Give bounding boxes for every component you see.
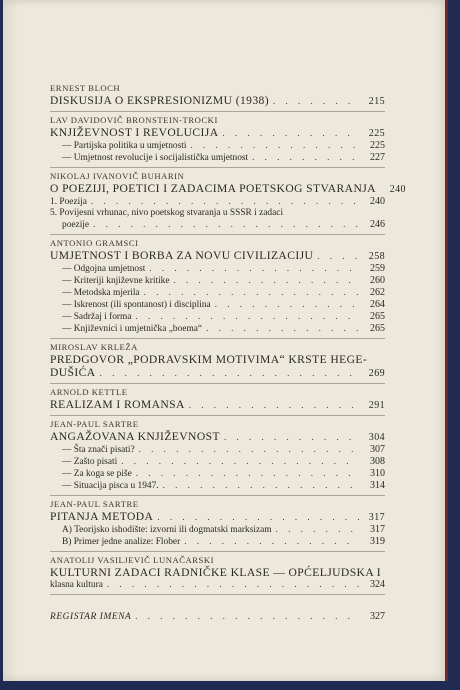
toc-index-entry bbox=[50, 611, 385, 623]
subentry-title: 5. Povijesni vrhunac, nivo poetskog stvaranja u SSSR i zadaci bbox=[50, 208, 284, 218]
section-divider bbox=[50, 383, 385, 384]
subentry-title: — Za koga se piše bbox=[62, 469, 132, 479]
dot-leader bbox=[174, 275, 359, 286]
page-number: 240 bbox=[389, 184, 406, 195]
subentry-title: B) Primer jedne analize: Flober bbox=[62, 537, 181, 547]
toc-subentry bbox=[50, 456, 385, 468]
section-author: LAV DAVIDOVIČ BRONSTEIN-TROCKI bbox=[50, 115, 218, 125]
toc-section bbox=[50, 83, 385, 108]
subentry-title: — Sadržaj i forma bbox=[62, 312, 132, 322]
section-divider bbox=[50, 167, 385, 168]
dot-leader bbox=[206, 323, 359, 334]
page-number: 258 bbox=[368, 251, 385, 262]
subentry-title: — Šta znači pisati? bbox=[62, 445, 135, 455]
subentry-title: A) Teorijsko ishodište: izvorni ili dogmatski marksizam bbox=[62, 525, 272, 535]
toc-entry bbox=[50, 579, 385, 591]
page-number: 225 bbox=[368, 128, 385, 139]
dot-leader bbox=[317, 250, 359, 263]
entry-title: DISKUSIJA O EKSPRESIONIZMU (1938) bbox=[50, 94, 269, 107]
toc-section bbox=[50, 238, 385, 335]
subentry-title: — Metodska mjerila bbox=[62, 288, 140, 298]
toc-subentry bbox=[50, 152, 385, 164]
entry-title: UMJETNOST I BORBA ZA NOVU CIVILIZACIJU bbox=[50, 249, 314, 262]
toc-entry bbox=[50, 510, 385, 524]
page-number: 264 bbox=[370, 299, 385, 310]
toc-subentry bbox=[50, 524, 385, 536]
index-title: REGISTAR IMENA bbox=[50, 612, 132, 622]
dot-leader bbox=[149, 263, 359, 274]
page-number: 314 bbox=[370, 480, 385, 491]
page-number: 269 bbox=[368, 368, 385, 379]
dot-leader bbox=[144, 287, 359, 298]
toc-subentry bbox=[50, 536, 385, 548]
toc-section bbox=[50, 419, 385, 492]
dot-leader bbox=[136, 311, 359, 322]
page-number: 327 bbox=[370, 611, 385, 622]
section-divider bbox=[50, 594, 385, 595]
table-of-contents bbox=[50, 80, 406, 623]
page-number: 262 bbox=[370, 287, 385, 298]
toc-subentry bbox=[50, 208, 385, 219]
entry-title: PREDGOVOR „PODRAVSKIM MOTIVIMA“ KRSTE HEGE- bbox=[50, 353, 368, 366]
dot-leader bbox=[163, 480, 359, 491]
toc-section bbox=[50, 499, 385, 548]
entry-title: ANGAŽOVANA KNJIŽEVNOST bbox=[50, 430, 220, 443]
dot-leader bbox=[222, 127, 359, 140]
dot-leader bbox=[136, 468, 359, 479]
section-author: ANATOLIJ VASILJEVIČ LUNAČARSKI bbox=[50, 555, 215, 565]
subentry-title: — Iskrenost (ili spontanost) i disciplina bbox=[62, 300, 211, 310]
section-divider bbox=[50, 111, 385, 112]
section-divider bbox=[50, 415, 385, 416]
entry-title: O POEZIJI, POETICI I ZADACIMA POETSKOG STVARANJA bbox=[50, 182, 376, 195]
page-number: 260 bbox=[370, 275, 385, 286]
dot-leader bbox=[135, 611, 359, 622]
dot-leader bbox=[215, 299, 359, 310]
section-divider bbox=[50, 495, 385, 496]
section-divider bbox=[50, 338, 385, 339]
toc-subentry bbox=[50, 140, 385, 152]
dot-leader bbox=[139, 444, 359, 455]
subentry-title: — Partijska politika u umjetnosti bbox=[62, 141, 187, 151]
page-number: 308 bbox=[370, 456, 385, 467]
toc-subentry bbox=[50, 480, 385, 492]
page-number: 307 bbox=[370, 444, 385, 455]
dot-leader bbox=[276, 524, 359, 535]
dot-leader bbox=[93, 219, 359, 230]
page-number: 324 bbox=[370, 579, 385, 590]
toc-section bbox=[50, 387, 385, 412]
page-edge bbox=[445, 0, 448, 681]
page-number: 240 bbox=[370, 196, 385, 207]
toc-subentry bbox=[50, 468, 385, 480]
toc-entry bbox=[50, 366, 385, 380]
toc-section bbox=[50, 171, 406, 231]
toc-subentry bbox=[50, 275, 385, 287]
dot-leader bbox=[189, 399, 359, 412]
page-number: 310 bbox=[370, 468, 385, 479]
dot-leader bbox=[91, 196, 359, 207]
subentry-title: — Umjetnost revolucije i socijalistička umjetnost bbox=[62, 153, 249, 163]
entry-title: KULTURNI ZADACI RADNIČKE KLASE — OPĆELJUDSKA I bbox=[50, 566, 382, 579]
page-number: 246 bbox=[370, 219, 385, 230]
page-number: 319 bbox=[370, 536, 385, 547]
subentry-title: poezije bbox=[62, 220, 90, 230]
page-number: 265 bbox=[370, 323, 385, 334]
subentry-title: — Književnici i umjetnička „boema“ bbox=[62, 324, 203, 334]
section-author: ANTONIO GRAMSCI bbox=[50, 238, 139, 248]
toc-entry-line bbox=[50, 566, 385, 579]
spacer bbox=[50, 597, 385, 611]
section-author: ERNEST BLOCH bbox=[50, 83, 121, 93]
dot-leader bbox=[252, 152, 359, 163]
toc-entry bbox=[50, 94, 385, 108]
subentry-title: — Odgojna umjetnost bbox=[62, 264, 146, 274]
section-divider bbox=[50, 551, 385, 552]
toc-subentry bbox=[50, 219, 385, 231]
toc-entry bbox=[50, 182, 406, 196]
toc-subentry bbox=[50, 196, 385, 208]
dot-leader bbox=[157, 511, 359, 524]
section-author: MIROSLAV KRLEŽA bbox=[50, 342, 138, 352]
toc-entry bbox=[50, 126, 385, 140]
page-number: 225 bbox=[370, 140, 385, 151]
toc-subentry bbox=[50, 263, 385, 275]
toc-subentry bbox=[50, 287, 385, 299]
dot-leader bbox=[184, 536, 359, 547]
dot-leader bbox=[107, 579, 359, 590]
dot-leader bbox=[224, 431, 359, 444]
page-number: 265 bbox=[370, 311, 385, 322]
entry-title: REALIZAM I ROMANSA bbox=[50, 398, 185, 411]
page-number: 317 bbox=[368, 512, 385, 523]
toc-entry bbox=[50, 249, 385, 263]
toc-section bbox=[50, 115, 385, 164]
entry-title: DUŠIĆA bbox=[50, 366, 96, 379]
toc-subentry bbox=[50, 444, 385, 456]
subentry-title: 1. Poezija bbox=[50, 197, 87, 207]
dot-leader bbox=[121, 456, 359, 467]
subentry-title: — Situacija pisca u 1947. bbox=[62, 481, 159, 491]
section-divider bbox=[50, 234, 385, 235]
toc-subentry bbox=[50, 323, 385, 335]
page-number: 291 bbox=[368, 400, 385, 411]
section-author: JEAN-PAUL SARTRE bbox=[50, 499, 139, 509]
toc-subentry bbox=[50, 299, 385, 311]
page-number: 215 bbox=[368, 96, 385, 107]
section-author: NIKOLAJ IVANOVIČ BUHARIN bbox=[50, 171, 185, 181]
entry-title: PITANJA METODA bbox=[50, 510, 154, 523]
section-author: JEAN-PAUL SARTRE bbox=[50, 419, 139, 429]
dot-leader bbox=[190, 140, 359, 151]
page-number: 317 bbox=[370, 524, 385, 535]
toc-entry bbox=[50, 430, 385, 444]
entry-title: klasna kultura bbox=[50, 580, 103, 590]
book-page bbox=[3, 0, 448, 681]
toc-entry-line bbox=[50, 353, 385, 366]
page-number: 304 bbox=[368, 432, 385, 443]
toc-section bbox=[50, 342, 385, 380]
toc-section bbox=[50, 555, 385, 591]
toc-subentry bbox=[50, 311, 385, 323]
page-number: 227 bbox=[370, 152, 385, 163]
toc-entry bbox=[50, 398, 385, 412]
subentry-title: — Zašto pisati bbox=[62, 457, 118, 467]
entry-title: KNJIŽEVNOST I REVOLUCIJA bbox=[50, 126, 219, 139]
dot-leader bbox=[100, 367, 359, 380]
section-author: ARNOLD KETTLE bbox=[50, 387, 128, 397]
dot-leader bbox=[273, 95, 359, 108]
page-number: 259 bbox=[370, 263, 385, 274]
subentry-title: — Kriteriji književne kritike bbox=[62, 276, 170, 286]
